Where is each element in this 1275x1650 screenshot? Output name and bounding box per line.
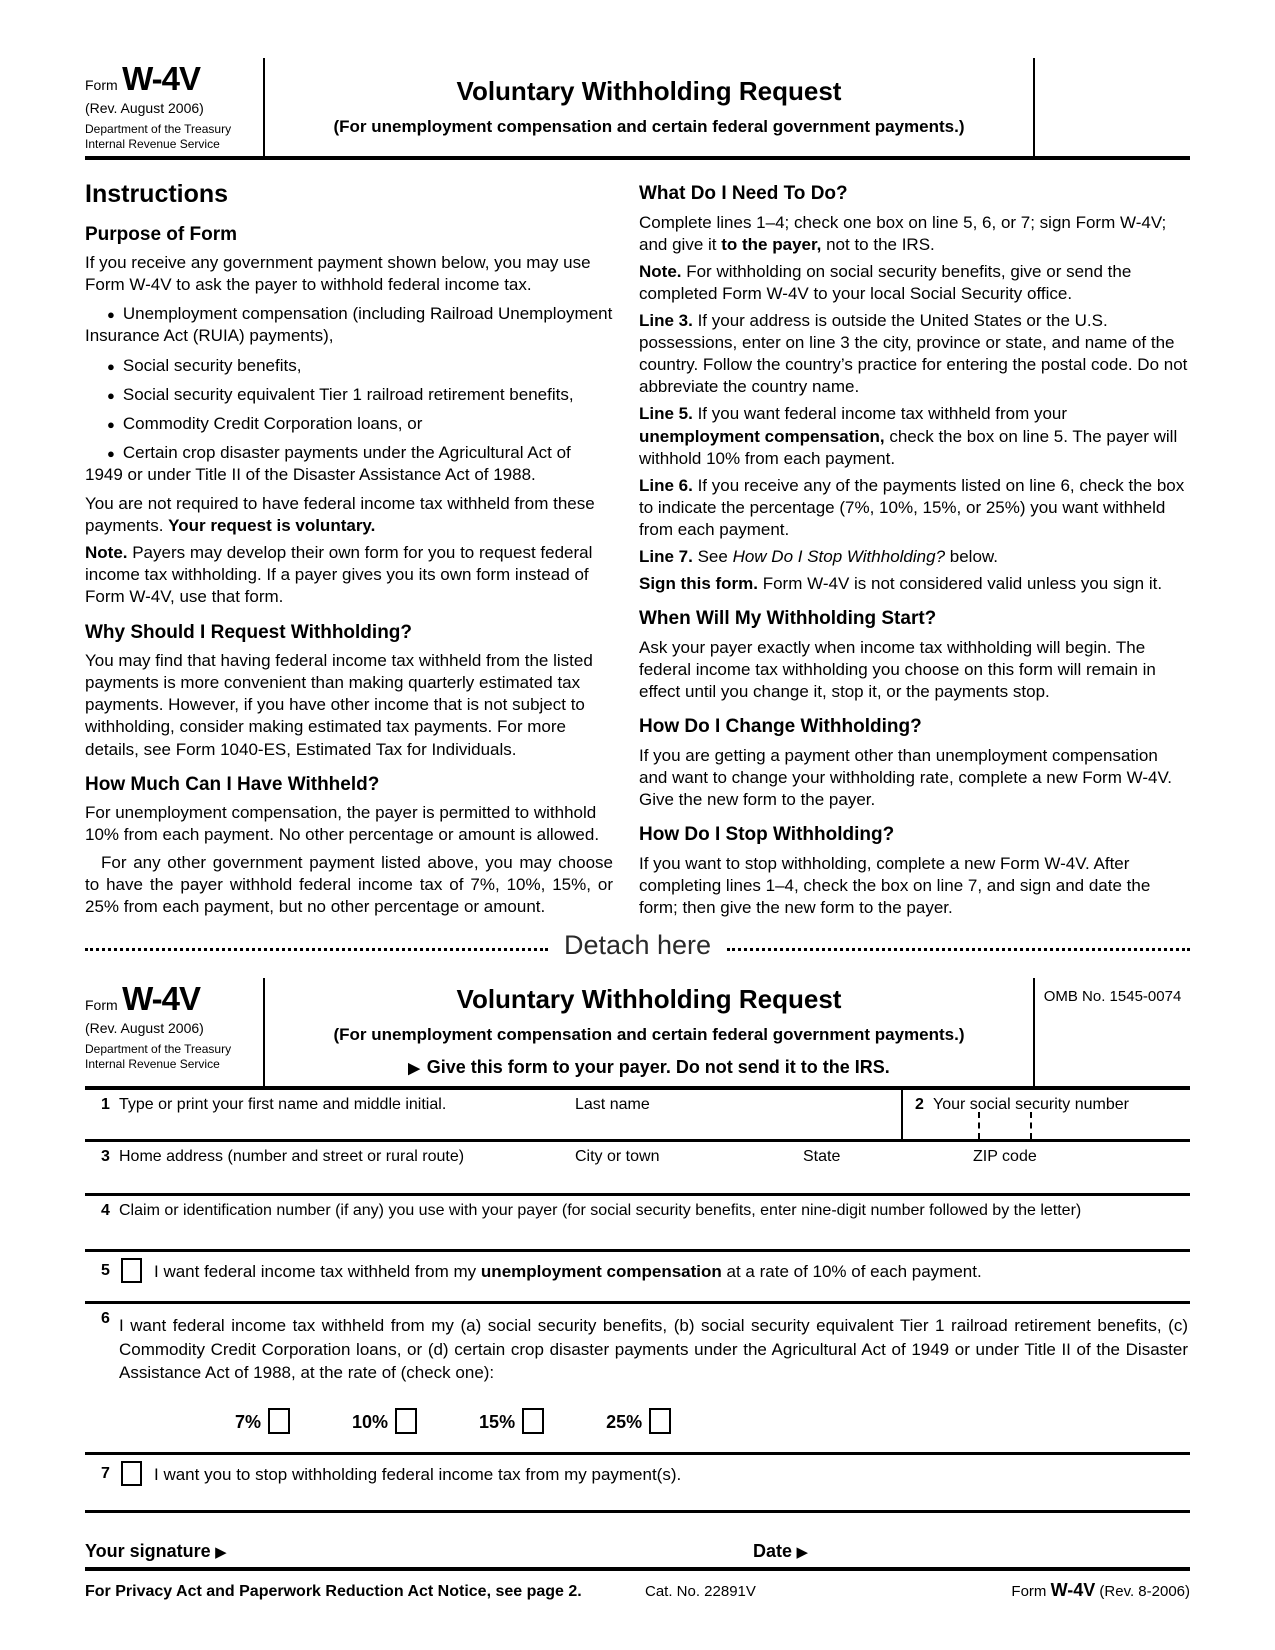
line7-row (85, 1455, 1190, 1513)
pct-15-checkbox[interactable] (522, 1408, 544, 1434)
claim-number-row (85, 1196, 1190, 1252)
right-arrow-icon: ▶ (408, 1060, 422, 1078)
stop-heading: How Do I Stop Withholding? (639, 824, 895, 846)
line7-post: below. (945, 547, 998, 566)
line5-post: check the box on line 5. The payer will withhold 10% from each payment. (639, 426, 1178, 468)
first-name-label: Type or print your first name and middle initial. (119, 1096, 447, 1114)
bullet-text: Social security equivalent Tier 1 railroad retirement benefits, (122, 384, 574, 404)
what-do-p1 (639, 212, 1190, 256)
bullet-text: Social security benefits, (122, 355, 302, 375)
form-revision: (Rev. August 2006) (85, 100, 204, 116)
pct-25-checkbox[interactable] (649, 1408, 671, 1434)
sign-label: Sign this form. (639, 574, 758, 594)
footer-form-number: W-4V (1050, 1580, 1096, 1601)
why-body: You may find that having federal income tax withheld from the listed payments is more convenient than making quarterly estimated tax payments. However, if you have other income that is not subject to withholding, consider making estimated tax payments. For more details, see Form 1040-ES, Estimated Tax for Individuals. (85, 651, 593, 759)
signature-label: Your signature (85, 1541, 211, 1562)
ssn-label: Your social security number (933, 1096, 1129, 1114)
line6-instruction (639, 475, 1190, 541)
ssn-divider-dash (1030, 1112, 1032, 1139)
home-address-field[interactable] (85, 1142, 575, 1193)
line7-checkbox[interactable] (121, 1461, 142, 1486)
list-item (85, 303, 613, 347)
city-field[interactable] (575, 1142, 803, 1193)
ssa-note-paragraph (639, 261, 1190, 305)
line7-text: I want you to stop withholding federal income tax from my payment(s). (154, 1465, 682, 1485)
line5-number: 5 (101, 1262, 110, 1280)
bullet-icon: ● (107, 416, 115, 432)
voluntary-paragraph (85, 493, 613, 537)
note-text: For withholding on social security benefits, give or send the completed Form W-4V to your local Social Security office. (639, 261, 1132, 303)
how-much-p1: For unemployment compensation, the payer is permitted to withhold 10% from each payment. No other percentage or amount is allowed. (85, 803, 600, 845)
list-item (85, 355, 613, 377)
omb-number: OMB No. 1545-0074 (1043, 988, 1182, 1006)
purpose-heading: Purpose of Form (85, 223, 238, 245)
form-word: Form (85, 77, 118, 93)
form-subtitle: (For unemployment compensation and certain federal government payments.) (333, 116, 965, 136)
why-heading: Why Should I Request Withholding? (85, 621, 413, 643)
line1-number: 1 (101, 1096, 110, 1114)
line6-text: I want federal income tax withheld from my (a) social security benefits, (b) social security equivalent Tier 1 railroad retirement benefits, (c) Commodity Credit Corporation loans, or (d) certain crop disaster payments under the Agricultural Act of 1949 or under Title II of the Disaster Assistance Act of 1988, at the rate of (check one): (119, 1316, 1188, 1382)
form-title: Voluntary Withholding Request (456, 984, 842, 1015)
detach-here-separator (85, 924, 1190, 966)
line5-text-post: at a rate of 10% of each payment. (721, 1262, 982, 1282)
date-field[interactable] (753, 1541, 1190, 1562)
pct-25-label: 25% (606, 1412, 643, 1433)
sign-instruction (639, 573, 1190, 595)
pct-7-label: 7% (235, 1412, 262, 1433)
right-arrow-icon: ▶ (796, 1544, 811, 1562)
line6-number: 6 (101, 1310, 110, 1328)
note-label: Note. (85, 543, 128, 563)
privacy-act-notice: For Privacy Act and Paperwork Reduction Act Notice, see page 2. (85, 1583, 582, 1601)
purpose-intro: If you receive any government payment shown below, you may use Form W-4V to ask the payer to withhold federal income tax. (85, 253, 591, 295)
last-name-label: Last name (575, 1096, 650, 1114)
pct-7-checkbox[interactable] (268, 1408, 290, 1434)
line6-text: If you receive any of the payments listed on line 6, check the box to indicate the percentage (7%, 10%, 15%, or 25%) you want withheld from each payment. (639, 475, 1185, 539)
dept-irs: Internal Revenue Service (85, 1057, 220, 1072)
line5-label: Line 5. (639, 404, 693, 424)
bullet-icon: ● (107, 387, 115, 403)
state-field[interactable] (803, 1142, 973, 1193)
form-revision: (Rev. August 2006) (85, 1020, 204, 1037)
footer-form-word: Form (1011, 1583, 1051, 1601)
payer-note-paragraph (85, 542, 613, 608)
dept-irs: Internal Revenue Service (85, 137, 220, 151)
name-row (85, 1090, 1190, 1142)
omb-box (1033, 978, 1190, 1086)
footer-form-revision: (Rev. 8-2006) (1095, 1583, 1190, 1601)
line3-label: Line 3. (639, 311, 693, 331)
list-item (85, 442, 613, 486)
list-item (85, 413, 613, 435)
line3-text: If your address is outside the United States or the U.S. possessions, enter on line 3 the city, province or state, and name of the country. Follow the country’s practice for entering the postal code. Do not abbreviate the country name. (639, 311, 1188, 397)
percentage-options (235, 1408, 1190, 1434)
footer-form-id (895, 1580, 1190, 1601)
bottom-title-block (263, 978, 1033, 1086)
voluntary-pre: You are not required to have federal income tax withheld from these payments. (85, 494, 595, 536)
last-name-field[interactable] (575, 1090, 901, 1139)
how-much-heading: How Much Can I Have Withheld? (85, 773, 380, 795)
dept-treasury: Department of the Treasury (85, 122, 232, 136)
line3-instruction (639, 310, 1190, 398)
how-much-p2: For any other government payment listed above, you may choose to have the payer withhold federal income tax of 7%, 10%, 15%, or 25% from each payment, but no other percentage or amount. (85, 852, 613, 916)
note-text: Payers may develop their own form for you to request federal income tax withholding. If a payer gives you its own form instead of Form W-4V, use that form. (85, 543, 593, 607)
instructions-section (85, 170, 1190, 924)
bullet-icon: ● (107, 358, 115, 374)
ssn-divider-dash (978, 1112, 980, 1139)
form-subtitle: (For unemployment compensation and certain federal government payments.) (333, 1025, 965, 1045)
line5-text-pre: I want federal income tax withheld from my (154, 1262, 481, 1282)
page-footer (85, 1571, 1190, 1601)
top-title-block (263, 58, 1033, 156)
catalog-number: Cat. No. 22891V (645, 1583, 756, 1601)
line5-instruction (639, 403, 1190, 469)
dotted-line (727, 948, 1190, 951)
bullet-text: Certain crop disaster payments under the Agricultural Act of 1949 or under Title II of the Disaster Assistance Act of 1988. (85, 442, 571, 484)
zip-label: ZIP code (973, 1148, 1037, 1166)
line6-label: Line 6. (639, 475, 693, 495)
detach-here-label: Detach here (563, 929, 712, 960)
voluntary-bold: Your request is voluntary. (168, 516, 376, 536)
pct-10-checkbox[interactable] (395, 1408, 417, 1434)
form-number: W-4V (122, 60, 200, 97)
sign-text: Form W-4V is not considered valid unless you sign it. (758, 574, 1163, 594)
bottom-masthead (85, 978, 1190, 1090)
line7-italic: How Do I Stop Withholding? (732, 547, 946, 566)
note-label: Note. (639, 261, 682, 281)
line7-pre: See (692, 547, 733, 566)
line4-number: 4 (101, 1202, 110, 1220)
address-row (85, 1142, 1190, 1196)
instructions-heading: Instructions (85, 180, 229, 208)
change-heading: How Do I Change Withholding? (639, 716, 922, 738)
form-word: Form (85, 997, 118, 1014)
change-body: If you are getting a payment other than unemployment compensation and want to change your withholding rate, complete a new Form W-4V. Give the new form to the payer. (639, 745, 1172, 810)
bullet-icon: ● (107, 445, 115, 461)
instructions-right-column (639, 170, 1190, 924)
top-masthead (85, 58, 1190, 160)
line5-text-bold: unemployment compensation (480, 1262, 722, 1282)
right-arrow-icon: ▶ (215, 1544, 229, 1562)
list-item (85, 384, 613, 406)
give-to-payer-line: Give this form to your payer. Do not send it to the IRS. (426, 1057, 890, 1078)
when-start-heading: When Will My Withholding Start? (639, 608, 937, 630)
zip-field[interactable] (973, 1142, 1190, 1193)
when-start-body: Ask your payer exactly when income tax withholding will begin. The federal income tax withholding you choose on this form will remain in effect until you change it, stop it, or the payments stop. (639, 637, 1156, 702)
pct-15-label: 15% (479, 1412, 516, 1433)
line5-row (85, 1252, 1190, 1304)
city-label: City or town (575, 1148, 660, 1166)
bullet-text: Commodity Credit Corporation loans, or (122, 413, 423, 433)
line6-row (85, 1304, 1190, 1455)
top-form-id-block (85, 58, 263, 156)
line5-pre: If you want federal income tax withheld from your (692, 404, 1068, 424)
form-title: Voluntary Withholding Request (456, 75, 842, 106)
line5-bold: unemployment compensation, (639, 426, 885, 446)
what-do-heading: What Do I Need To Do? (639, 183, 848, 204)
bullet-icon: ● (107, 307, 115, 323)
line7-instruction (639, 546, 1190, 568)
line7-label: Line 7. (639, 547, 693, 566)
stop-body: If you want to stop withholding, complete a new Form W-4V. After completing lines 1–4, check the box on line 7, and sign and date the form; then give the new form to the payer. (639, 853, 1151, 917)
signature-row (85, 1513, 1190, 1571)
what-do-p1-post: not to the IRS. (821, 234, 935, 254)
bullet-text: Unemployment compensation (including Railroad Unemployment Insurance Act (RUIA) payments), (85, 304, 613, 346)
what-do-p1-bold: to the payer, (721, 234, 822, 254)
form-number: W-4V (122, 980, 200, 1018)
bottom-form-id-block (85, 978, 263, 1086)
state-label: State (803, 1148, 841, 1166)
top-right-box (1033, 58, 1190, 156)
signature-field[interactable] (85, 1541, 753, 1562)
instructions-left-column (85, 170, 613, 924)
line5-checkbox[interactable] (121, 1258, 142, 1283)
line3-number: 3 (101, 1148, 110, 1166)
date-label: Date (753, 1541, 793, 1562)
ssn-field[interactable] (901, 1090, 1190, 1139)
claim-number-field[interactable]: Claim or identification number (if any) you use with your payer (for social security benefits, enter nine-digit number followed by the letter) (119, 1202, 1082, 1220)
payment-types-list (85, 303, 613, 486)
dept-treasury: Department of the Treasury (85, 1042, 232, 1057)
first-name-field[interactable] (85, 1090, 575, 1139)
dotted-line (85, 948, 548, 951)
what-do-p1-pre: Complete lines 1–4; check one box on line 5, 6, or 7; sign Form W-4V; and give it (639, 212, 1167, 254)
line2-number: 2 (915, 1096, 924, 1114)
home-address-label: Home address (number and street or rural route) (119, 1148, 465, 1166)
line7-number: 7 (101, 1465, 110, 1483)
pct-10-label: 10% (352, 1412, 389, 1433)
